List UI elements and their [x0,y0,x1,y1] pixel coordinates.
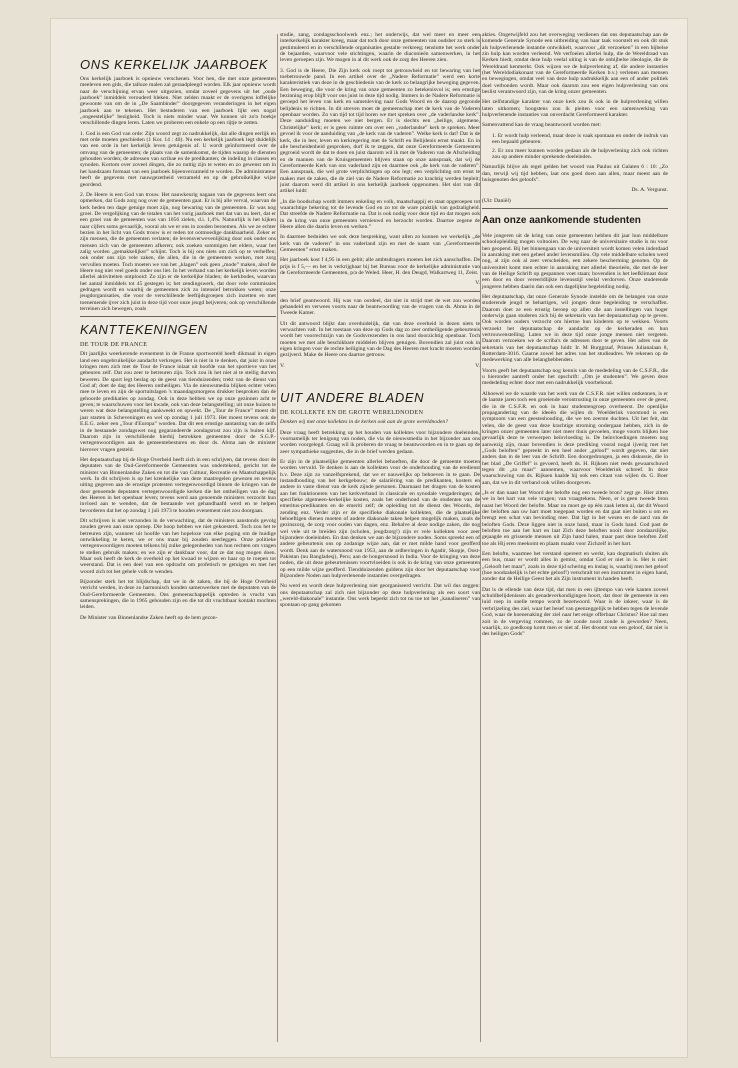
paragraph: 3. God is de Heere, Die Zijn kerk ook roept tot getrouwheid en tot bewaring van het toebetrouwde pand. In een artikel over de „Nadere Reformatie” werd een korte karakteristiek van deze in de geschiedenis van de kerk zo belangrijke beweging gegeven. Een beweging, die voor de kring van onze gemeenten zo betekenisvol is; een ernstige bezinning erop blijft voor ons juist in deze tijd nodig. Immers in de Nadere Reformatie is geroepd het leven van kerk en samenleving naar Gods Woord en de daarop gegronde belijdenis te richten. In dit streven moet de gemeenschap met de kerk van de Vaderen openbaar worden. Zo van tijd tot tijd horen we met spreken over „de vaderlandse kerk”. Deze aanduiding moeten we niet bergen. Er is slechts een „heilige, algemene, Christelijke” kerk; er is geen ruimte om over een „vaderlandse” kerk te spreken. Meer gevoel ik voor de aanduiding van „de kerk van de vaderen”. Welke kerk is dat? Dat is de kerk, die in leer, leven en kerkregering met de Schrift en Belijdenis ernst maakt. En in alle bescheidenheid gesproken, durf ik te zeggen, dat onze Gereformeerde Gemeenten gegroeid wordt de dat te doen en juist daarom wil ik met de Vaderen van de Afscheiding en de mannen van de Kruisgemeenten blijven staan op onze aanspraak, dat wij de Gereformeerde Kerk van ons vaderland zijn en daarmee ook „de kerk van de vaderen”. Een aanspraak, die wel grote verplichtingen op ons legt; een verplichting om ernst te maken met de zaken, die de ziel van de Nadere Reformatie zo krachtig werden bepleit; juist daarom werd dit artikel in ons kerkelijk jaarboek opgenomen. Het slot van dit artikel luidt: [280,67,480,195]
section-subtitle: DE TOUR DE FRANCE [80,341,148,349]
paragraph: Natuurlijk blijve als regel gelden het woord van Paulus uit Galaten 6 : 10: „Zo dan, terwijl wij tijd hebben, laat ons goed doen aan allen, maar meest aan de huisgenoten des geloofs”. [482,164,668,183]
paragraph: den brief geantwoord. Hij was van oordeel, dat niet in strijd met de wet zou worden gehandeld en verwees voorts naar de beantwoording van de vragen van ds. Abma in de Tweede Kamer. [280,297,480,317]
section-title: UIT ANDERE BLADEN [280,390,425,406]
section-title: ONS KERKELIJK JAARBOEK [80,57,269,72]
column-3 [482,32,668,642]
paragraph: Voorts geeft het deputaatschap nog kennis van de mededeling van de C.S.F.R., die u hieronder aantreft onder het opschrift: „Om je studenten”. We geven deze mededeling echter door met een nadrukkelijk voorbehoud. [482,367,668,387]
paragraph: Deze vraag heeft betrekking op het houden van kollektes voor bijzondere doeleinden, voornamelijk ter lenigung van noden, die via de nieuwsmedia in het bijzonder aan ons worden voorgelegd. Graag wil ik proberen de vraag te beantwoorden en in te gaan op de zeer sympathieke suggesties, die in de brief werden gedaan. [280,429,480,455]
paragraph: Nu werd en wordt deze hulpverlening niet georganiseerd verricht. Dat wil dus zeggen: ons deputaatschap zal zich niet bijzonder op deze hulpverlening als een soort van „wereld-diakonale” instantie. Ons werk beperkt zich tot nu toe tot het „kanaliseren” van spontaan op gang gekomen [280,583,480,609]
paragraph: Het deputaatschap bij de Hoge Overheid heeft zich in een schrijven, dat tevens door de deputaten van de Oud-Gereformeerde Gemeenten was ondertekend, gericht tot de minister van Binnenlandse Zaken en tot die van Cultuur, Recreatie en Maatschappelijk werk. In dit schrijven is op het krenkelijke van deze maatregelen gewezen en tevens uiting gegeven aan de ernstige protesten vertegenwoordigd binnen de kringen van de door genoemde deputaten vertegenwoordigde kerken die het ontheiligen van de dag des Heeren in het openbaar leven; tevens werd aan genoemde ministers verzocht hun invloed aan te wenden, dat de bestaande wet gehandhaafd werd en te helpen bevorderen dat het op zondag 1 juli 1973 te houden evenement niet zou doorgaan. [80,456,276,514]
paragraph: „In die boodschap wordt immers enkeling en volk, maatschappij en staat opgeroepen tot waarachtige bekering tot de levende God en zo tot de ware praktijk van godzaligheid. Dat streefde de Nadere Reformatie na. Dat is ook nodig voor deze tijd en dat mogen ook in de kring van onze gemeenten vernieuwd en herzocht worden. Daartoe zegene de Heere allen die daarin leven en werken.” [280,198,480,230]
section-rule [482,208,668,209]
section-subtitle: DE KOLLEKTE EN DE GROTE WERELDNODEN [280,409,424,417]
column-divider [480,34,481,1042]
paragraph: akties. Ongetwijfeld zou het overweging verdienen dat ons deputaatschap aan de komende Generale Synode een uitbreiding van haar taak voorstelt en ook dit stuk als hulpverlenende instantie ontwikkelt, waarvoor „dit verzoeken” in een bijbelse zin hulp kan worden verleend. We verfoeien allerlei hulp, die de Wereldraad van Kerken biedt, omdat deze hulp veelal uiting is van de onbijbelse ideologie, die de Wereldraad kenmerkt. Ook wijzen we de hulpverlening af, die andere instanties (het Wereldodiakonaat van de Gereformeerde Kerken b.v.) verlenen aan mensen en bewegingen, omdat veel van deze hulp nadrukkelijk aan een of ander politiek doel verbonden wordt. Maar ook daarom zou een eigen hulpverlening van ons beslist verantwoord zijn, van de kring onzer gemeenten. [482,32,668,96]
paragraph: Dat is de ellende van deze tijd, dat men in een ijltempo van vele kanten zoveel schuldbelijdenissen als genadeverkondigingen hoort, dat door de gemeente in een luid roep in snelle tempo wordt bezetwoord. Waar is de inkeer, waar is de verbrijzeling des ziel, waar het besef van geenzeggelijk te hebben tegen de levende God, waar de hoenenaking der ziel naar het enige offerbaar Christus? Hoe zal men zoit in de vergeving rommen, zo de zonde nooit zonde is geworden? Neen, waarlijk, zo goedkoop komt men er niet af. Het droomt van een geloof, dat niet is des heiligen Gods” [482,586,668,638]
paragraph: Bijzonder sterk het tot blijdschap, dat we in de zaken, die bij de Hoge Overheid verricht werden, in deze zo harmonisch konden samenwerken met de deputaten van de Oud-Gereformeerde Gemeenten. Ons gemeenschappelijk optreden is vrucht van samensprekingen, die in 1965 gehouden zijn en die tot dit vruchtbaar kontakt mochten leiden. [80,579,276,611]
paragraph: Denken wij met onze kollektes in de kerken ook aan de grote wereldnoden? [280,419,448,426]
paragraph: 2. De Heere is een God van trouw. Het nauwkeurig nagaan van de gegevens leert ons opmerken, dat Gods zorg nog over de gemeenten gaat. Er is bij alle verval, waarvan de kerk heden ten dage getuige moet zijn, nog bewaring van de gemeenten. Er was nog groei. De vergelijking van de totalen van het vorig jaarboek met dat van nu leert, dat er een groei van de gemeenten was van 1056 zielen, d.i. 1,4%. Natuurlijk is het kijken naar cijfers soms gevaarlijk, vooral als we er ons in zouden beroemen. Als we ze echter bezien in het licht van Gods trouw is er reden tot ootmoedige dankbaarheid. Zeker er zijn mensen, die de gemeenten verlaten; de levensverwevenlijking door ook onder ons mensen zich van de gemeenten afkeren; ook zoeken sommigen het elders, waar het zalig worden „gemakkelijker” schijnt. Toch is bij ons niets om zich op te verheffen; ook onder ons zijn vele zaken, die allen, die in de gemeenten werken, met zorg vervullen moeten. Toch moeten we van het „klagen” ook geen „mode” maken, alsof de Heere nog niet veel goeds onder ons liet. In het verband van het kerkelijk leven worden allerlei aktiviteiten ontplooid: Zo zijn er de kerkelijke bladen; de kerkbodes, waarvan het aantal inmiddels tot 45 gestegen is; het zendingswerk, dat door vele commissies gedragen wordt en waarbij de gemeenten zich zo intensief betrokken weten; onze jeugdorganisaties, die voor de verschillende leeftijdsgroepen zich inzetten en met toenemende ijver zich juist in deze tijd voor onze jeugd beijveren; ook op verschillende terreinen zich bewegen, zoals [80,191,276,313]
paragraph: Samenvattend kan de vraag beantwoord worden met: [482,122,601,129]
column-1 [80,32,276,625]
signature-row [280,363,480,369]
paragraph: Vele jongeren uit de kring van onze gemeenten hebben dit jaar hun middelbare schoolopleiding mogen voltooien. De weg naar de universitaire studie is nu voor hen geopend. Bij het binnengaan van de universiteit wordt komen velen inderdaad in aanraking met een geheel ander levensmilieu. Op vele middelbare scholen werd nog, al zijn ook al zeer verscheiden, een zekere bescherming genoten. Op de universiteit komt men echter in aanraking met allerlei theorieën, die met de leer van de Heilige Schrift op gespannen voet staan; bovendien is het leefklimaat door een door en door vereerldlijkte levensstijl veelal verdorven. Onze studerende jongeren hebben daarin dan ook een dagelijkse begeleiding nodig. [482,232,668,290]
paragraph: Het jaarboek kost f 4,95 in een gebit; alle ambtsdragers moeten het zich aanschaffen. De prijs is f 5,— en het is verkrijgbaar bij het Bureau voor de kerkelijke administratie van de Gereformeerde Gemeenten, p/a de Weled. Heer, H. den Deugd, Walkartweg 11, Zeist. [280,257,480,277]
paragraph: Het zelfstandige karakter van onze kerk zou ik ook in de hulpverlening willen laten uitkomen; hoogstens zou ik pleiten voor een samenwerking van hulpverlenende instanties van onverdacht Gereformeerd karakter. [482,99,668,119]
signature: V. [475,280,480,287]
paragraph: In daarmee beduiden we ook deze bespreking, want allen zo kunnen we werkelijk „de kerk van de vaderen” in ons vaderland zijn en met de naam van „Gereformeerde Gemeenten” ernst maken. [280,234,480,253]
signature: V. [475,362,480,369]
signature: V. [280,362,285,369]
paragraph: Er zijn in de plaatselijke gemeenten allerlei behoeften, die door de gemeente moeten worden vervuld. Te denken is aan de kollekten voor de onderhouding van de eredienst b.v. Deze zijn zo vanzelfsprekend, dat we er nauwelijks op behoeven in te gaan. De instandhouding van het kerkgebouw; de salariëring van de predikanten, kosters en andere in vaste dienst van de kerk zijnde personen. Daarnaast het dragen van de kosten aan het funktioneren van het kerkverband in classicale en synodale vergaderingen; de specifieke algemeen-kerkelijke kosten, zoals het onderhoud van de studenten van de emeritus-predikanten en de emeriti zelf; de opleiding tot de dienst des Woords, de zending enz. Verder zijn er de specifieke diakonale kollekten, die de plaatselijke behoeftigen dienen moeten of andere diakonale taken helpen mogelijk maken, zoals de gezinszorg, de zorg voor ouden van dagen, enz. Behalve al deze nodige zaken, die nog wel vele uit te breiden zijn (scholen, jeugdzorg!) zijn er vele kollekten voor zeer bijzondere doeleinden. En dan denken we aan de bijzondere noden. Soms spreekt een of andere gebeurtenis ons op zodanige wijze aan, dat er met milde hand voor geofferd wordt. Denk aan de watersnood van 1953, aan de ardbevingen in Agadir, Skopje, Oost-Pakistan (nu Bangladesj), Peru; aan de hongersnood in India. Voor de kringing van deze noden, die uit deze gebeurtenissen voortvloeiden is ook in de kring van onze gemeenten op een milde wijze geofferd. Tiendduizenden guldens zijn door het deputaatschap voor Bijzondere Noden aan hulpverlenende instanties overgedragen. [280,458,480,580]
paragraph: Dit jaarlijks weerkerende evenement in de Franse sportwereld heeft dikmaal in eigen land een ongebruikelijke aandacht verkregen. Het is niet in te denken, dat juist in onze kringen men zich met de Tour de France inlaat uit hoofde van het sportieve van het gebeuren zelf. Dat zou zeer te betreuren zijn. Toch zou ik het niet al te stellig durven beweren. De sport legt beslag op de geest van tienduizenden; trekt van de dienst van God af; doet de dag des Heeren ontheiligen. Via de nieuwsmedia blijken echter velen mee te leven en zijn de sportuitslagen 's maandagsmorgens drukker besproken dan de gehoorde predikaties op zondag. Ook in deze hebben we op onze gezinnen acht te geven; te waarschuwen voor het kwade, ook van deze belangstelling; uit onze huizen te weren wat deze belangstelling aankweekt en opwekt. De „Tour de France” moest dit jaar starten in Scheveningen en wel op zondag 1 juli 1973. Het moest tevens ook de E.E.G. zeker een „Tour d'Europa” worden. Dat dit een ernstige aantasting van de zelfs in de bestaande zondagswet nog gegarandeerde zondagsrust zou zijn is buiten kijf. Daarom zijn in verschillende hierbij betrokken gemeenten door de S.G.P.-vertegenwoordigers aan de gemeentebesturen en door ds. Abma aan de minister hierover vragen gesteld. [80,351,276,453]
paragraph: Uit dit antwoord blijkt dan overduidelijk, dat van deze overheid in dezen niets te verwachten valt. In het toestaan van deze op Gods dag zo zeer ontheiligende gebeurtenis wordt het voorrechtzijn van de Godsvrezenden in ons land doorzichtig openbaar. Toch moeten we met alle beschikbare middelen blijven getuigen. Bovendien zal juist ook in eigen kringen voor de rechte heiliging van de Dag des Heeren met kracht moeten worden gezijverd. Make de Heere ons daartoe getrouw. [280,320,480,359]
list-item: 1. Er wordt hulp verleend, maar deze is vaak spontaan en onder de indruk van een bepaald gebeuren. [492,132,668,146]
section-rule [280,291,480,292]
numbered-list [482,133,668,160]
source-note: (Uit: Daniël) [482,197,511,204]
paragraph: Alhoewel we de waarde van het werk van de C.S.F.R. niet willen ontkennen, is er de laatste jaren toch een groeiende verontrusting in onze gemeenten over de geest, die in de C.S.F.R. en ook in haar studentengroep overheerst. De openlijke propagandering van de ideeën die wijlen dr. Woelderink voorstond is een symptoom van een geesteshouding, die we ten zeerste duchten. Uit het feit, dat velen, die de geest van deze krachtige stroming ondergaan hebben, zich in de kringen onzer gemeenten later niet meer thuis gevoelen, moge voorts blijken hoe gevaarlijk deze te verwerpen beïnvloeding is. De beïnvloedingen moeten nog aanwezig zijn, maar bovendien is deze prediking vooral nogal ijverig met het „Gods beloften” gepreekt in een heel ander „geloof” wordt gegeven, dat niet anders dan in de leer van de Schrift. Een doorgedrongen, ja een diskussie, die in het blad „De Griffel” is gevoerd, heeft ds. H. Rijksen niet reeds gewaarschuwd tegen dit „zo maar” aannemen, waarvoor Woelderink schreef. In deze waarschuwing van ds. Rijksen haalde hij ook een citaat van wijlen ds. G. Boer aan, dat we in dit verband ook willen doorgeven. [482,390,668,486]
magazine-page [50,18,688,1058]
column-divider [277,34,278,1042]
paragraph: De Minister van Binnenlandse Zaken heeft op de hem gezon- [80,614,218,621]
paragraph: „Is er dan naast het Woord der belofte nog een tweede bron? zegt ge. Hier zitten we in het hart van vele vragen; van vraagtekens. Neen, er is geen tweede bron naast het Woord der belofte. Maar nu moet ge op één zaak letten al, dat dit Woord der beloften aan uw hart moet toegepast worden en dat gaat niet buiten u om en brengt een schat van bevinding mee. Dat ligt in het wezen en de aard van de beloften Gods. Deze liggen niet in onze hand, maar in Gods hand. God past de beloften toe aan het hart en laat Zich deze beloften nooit door zondaarslijke, gejaagde en grissende mensen uit Zijn hand halen, maar past deze beloften Zelf toe als Hij eren meekomt en plaats maakt voor Zichzelf in het hart. [482,489,668,547]
paragraph: Dit schrijven is niet verzonden in de verwachting, dat de ministers aanstonds gevolg zouden geven aan onze oproep. Die hoop hebben we niet gekoesterd. Toch zou het te betreuren zijn, wanneer uit hoofde van het hopeloze van elke poging om de huidige ontwikkeling te keren, we er ons maar bij zouden neerleggen. Onze politieke vertegenwoordigers moeten telkens bij zulke gelegenheden van hun rechten om vragen te stellen gebruik maken; en we zijn er dankbaar voor, dat ze dat nog mogen doen. Maar ook heeft de kerk de overheid op het kwaad te wijzen en haar op te roepen tot weerstand. Dat is een deel van een opdracht om profetisch te getuigen en met het woord zich tot het gehele volk te wenden. [80,517,276,575]
section-title: KANTTEKENINGEN [80,322,208,338]
signature: Ds. A. Vergunst. [631,187,668,194]
section-rule [80,316,276,317]
paragraph: Het deputaatschap, dat onze Generale Synode instelde om de belangen van onze studerende jeugd te behartigen, wil jongen deze begeleiding te verschaffen. Daarom doet ze een ernstig beroep op allen die aan instellingen van hoger onderwijs gaan studeren zich bij de sekretaris van het deputaatschap op te geven. Ook worden ouders verzocht om hiertoe hun kinderen op te wekken. Voorts verzoekt het deputaatschap de aandacht op de kerkeraden en hun vertrouwenstelling. Laten we in deze tijd onze jonge mensen niet vergeten. Daarom verzoeken we de scriba's de adressen door te geven. Het adres van de sekretaris van het deputaatschap luidt: Ir. M Burggraaf, Prinses Julianalaan 8, Rotterdam-3016. Gaarne zowel het adres van het studieadres. We rekenen op de medewerking van alle belanghebbenden. [482,294,668,364]
list-item: 2. Er zou meer kunnen worden gedaan als de hulpverlening zich ook richten zou op andere minder sprekende doeleinden. [492,147,668,160]
paragraph: Ons kerkelijk jaarboek is opnieuw verschenen. Voor hen, die met onze gemeenten meeleven een gids, die talloze malen zal geraadpleegd worden. Elk jaar opnieuw wordt naar de verschijning ervan weer uitgezien, omdat zoveel gegevens uit het „oude jaarboek” inmiddels verouderd bleken. Niet zelden maakt er de overigens loffelijke gewoonte van om de in „De Saambinder” doorgegeven veranderingen in het eigen jaarboek aan te tekenen. Het bestuderen van een jaarboek lijkt een nogal „ongeestelijke” bezigheid. Toch is niets minder waar. We kunnen uit zo'n boekje verschillende dingen leren. Laten we proberen een enkele op een rijtje te zetten. [80,76,276,127]
paragraph: 1. God is een God van orde: Zijn woord zegt zo nadrukkelijk, dat alle dingen eerlijk en met orde moeten geschieden (1 Kor. 14 : 40). Nu een kerkelijk jaarboek legt duidelijk van een orde in het kerkelijk leven getuigenis af. U wordt geïnformeerd over de omvang van de gemeenten; de plaats van de samenkomst, de tijden waarop de diensten gehouden worden; de adressen van scribae en de predikanten; de indeling in classes en synoden. Kortom over zoveel dingen, die zo nuttig zijn te weten en zo gewenst om in het handzaam formaat van een jaarboek bijeenverzameld te worden. De administrateur heeft de gegevens met nauwgezetheid verzameld en op de gebruikelijke wijze geordend. [80,130,276,188]
paragraph: Een belofte, waarmee het verstand opereert en werkt, kan dogmatisch sluiten als een bus, maar er wordt alles in gemist, omdat God er niet in is. Het is niet: „Gelooft het maar”, zoals in deze tijd schering en inslag is, waarbij men het geloof (hoe noodzakelijk is het echte geloof!) verschralt tot een instrument in eigen hand, zonder dat de Heilige Geest het als Zijn instrument in handen heeft. [482,551,668,583]
column-2 [280,32,480,613]
section-title: Aan onze aankomende studenten [482,214,641,226]
paragraph: studie, zang, zondagsschoolwerk enz.; het onderwijs, dat wel meer en meer een interkerkelijk karakter kreeg, maar dat toch door onze gemeenten van oudsher zo sterk is gestimuleerd en in verschillende organisaties gestalte verkreeg; tenslotte het werk onder de bejaarden, waarvoor vele stichtingen, waarin de diaconieën samenwerken, in het leven geroepen zijn. We mogen in al dit werk ook de zorg des Heeren zien. [280,32,480,64]
